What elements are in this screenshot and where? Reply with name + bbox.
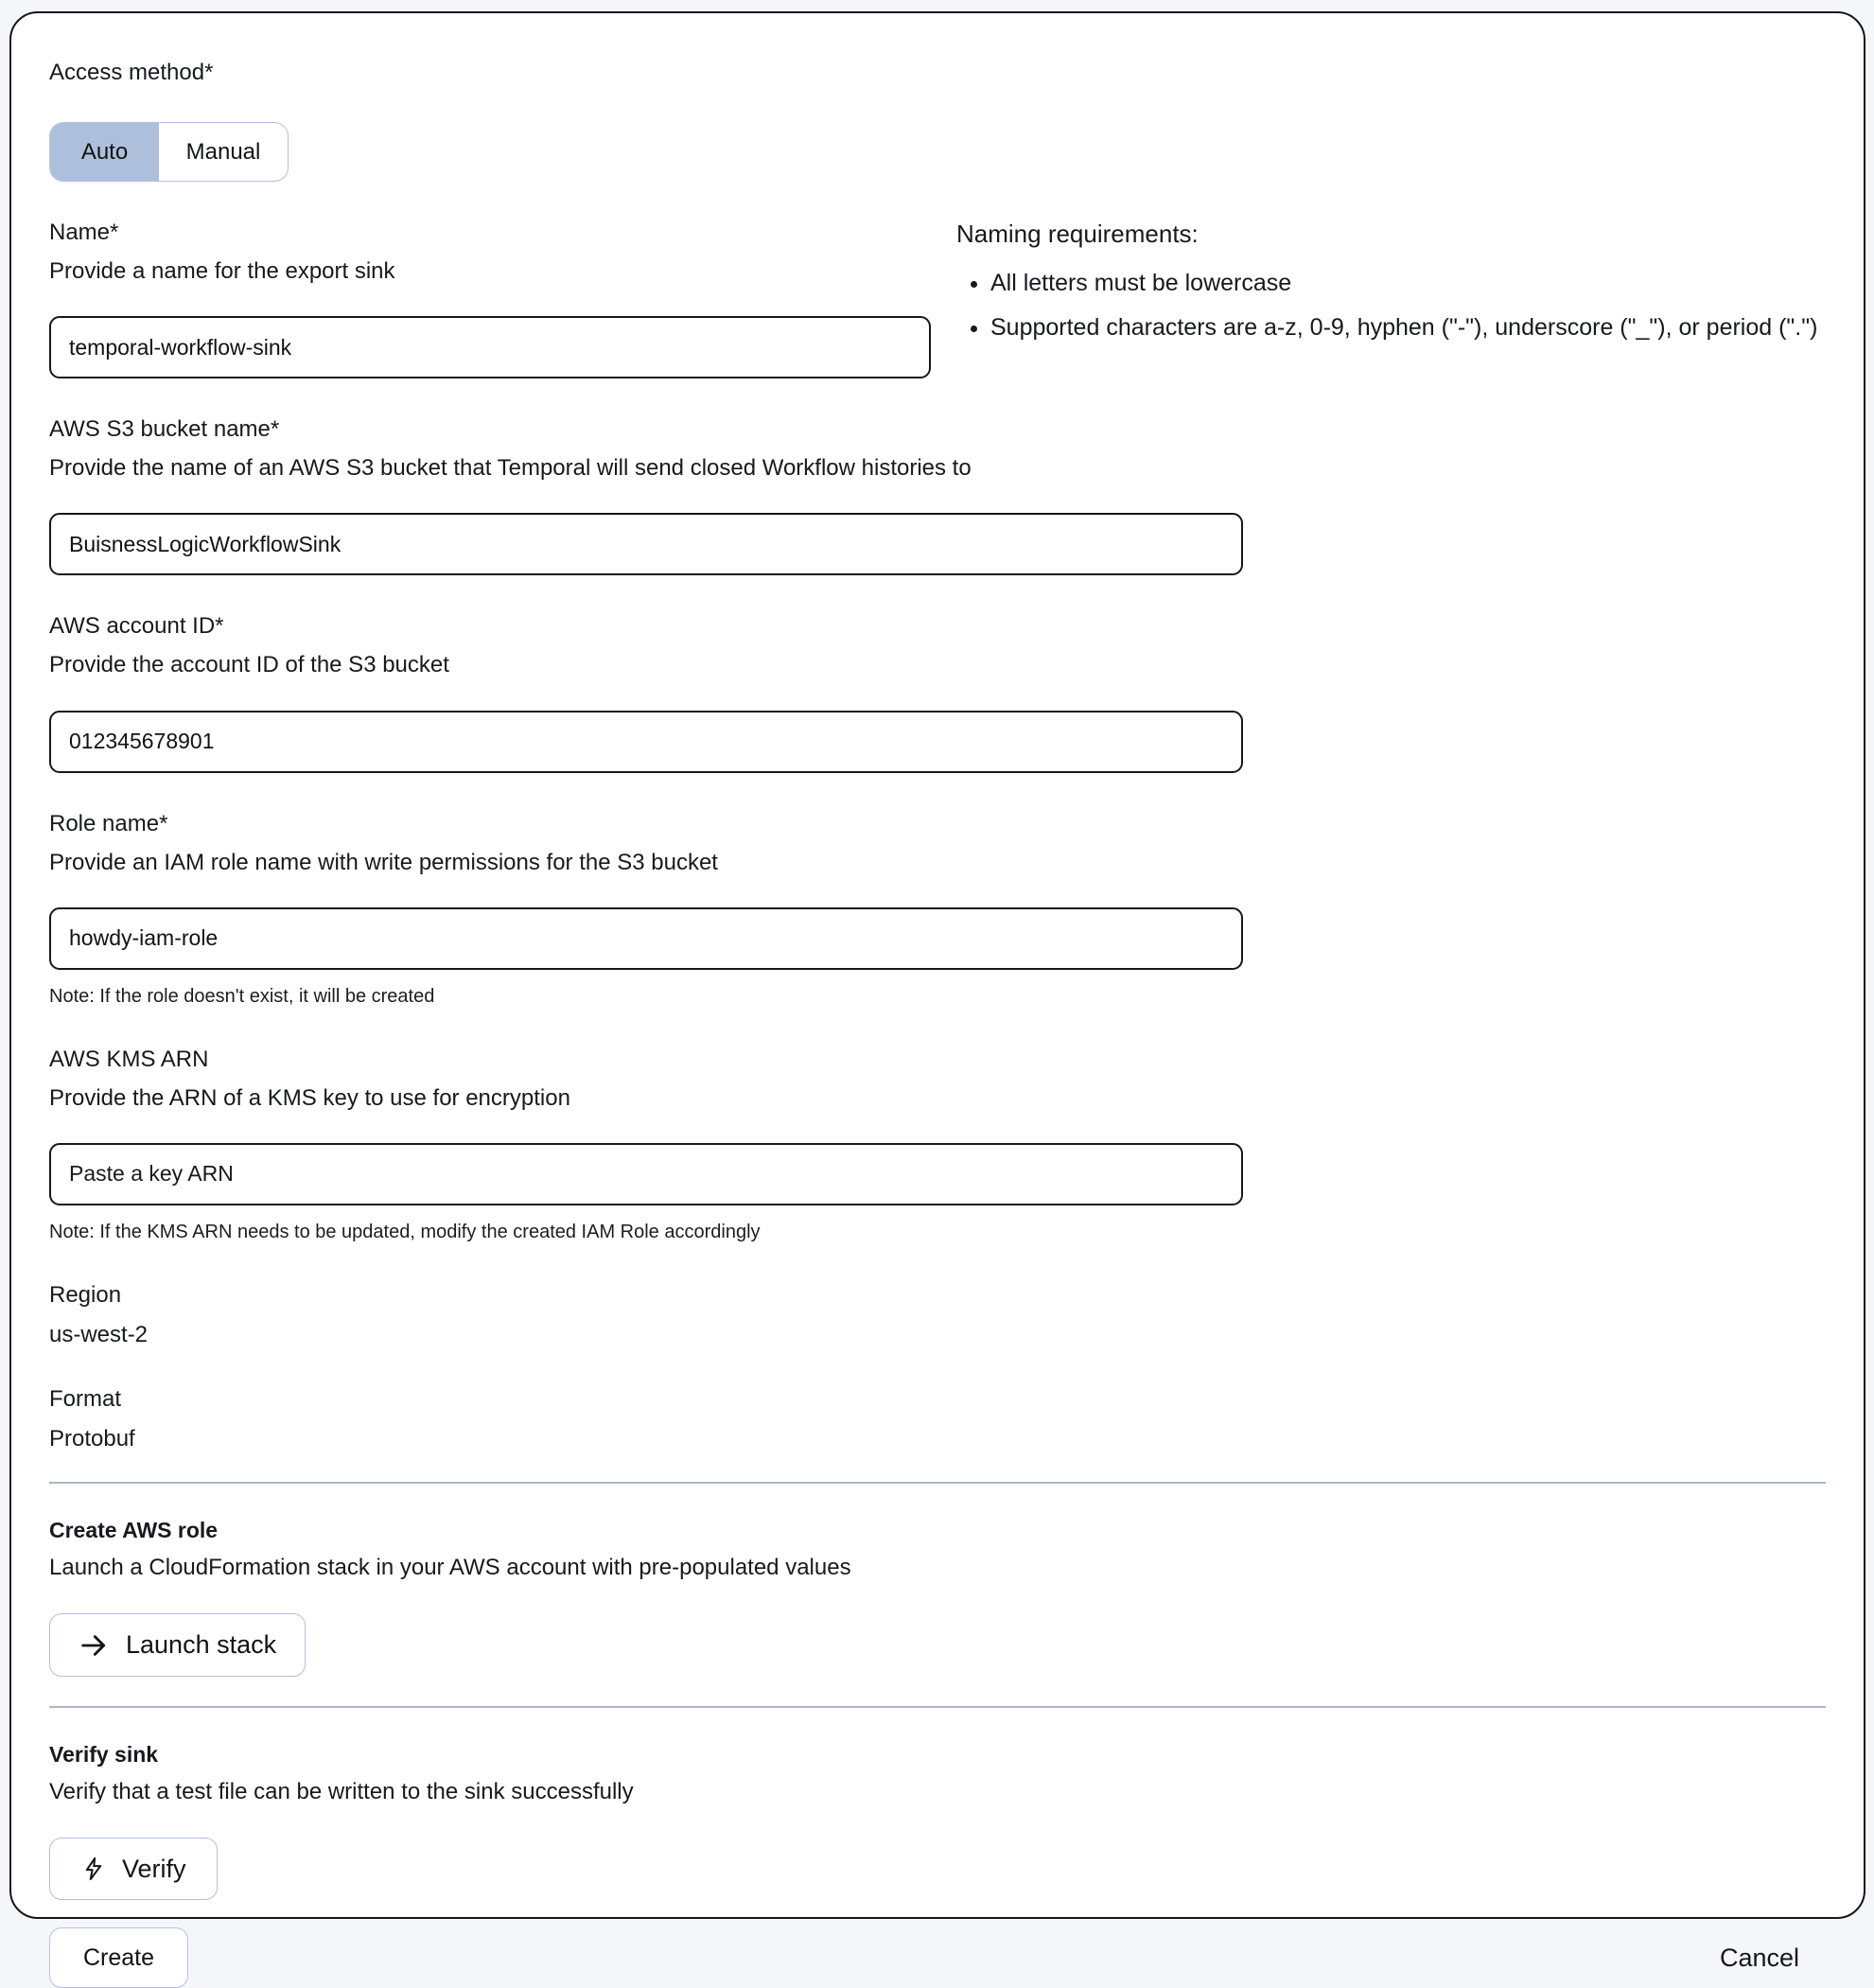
divider bbox=[49, 1706, 1826, 1708]
cancel-button-label: Cancel bbox=[1719, 1943, 1799, 1972]
access-method-option-manual[interactable] bbox=[159, 123, 288, 181]
access-method-option-auto[interactable] bbox=[50, 123, 159, 181]
divider bbox=[49, 1482, 1826, 1484]
naming-requirements-title: Naming requirements: bbox=[956, 220, 1199, 248]
cancel-button[interactable] bbox=[1720, 1944, 1799, 1973]
form-footer bbox=[49, 1927, 1826, 1988]
launch-stack-button[interactable] bbox=[49, 1613, 306, 1677]
export-sink-form-card bbox=[9, 11, 1865, 1972]
verify-button-label: Verify bbox=[122, 1854, 186, 1883]
arrow-right-icon bbox=[79, 1630, 109, 1661]
kms-arn-description: Provide the ARN of a KMS key to use for encryption bbox=[49, 1084, 570, 1111]
verify-button[interactable] bbox=[49, 1838, 218, 1900]
naming-requirement-item: • All letters must be lowercase bbox=[990, 266, 1826, 302]
kms-arn-label: AWS KMS ARN bbox=[49, 1046, 209, 1072]
role-name-input[interactable] bbox=[49, 907, 1243, 970]
create-aws-role-title: Create AWS role bbox=[49, 1517, 219, 1542]
lightning-icon bbox=[80, 1856, 107, 1882]
naming-requirement-item: • Supported characters are a-z, 0-9, hyphen ("-"), underscore ("_"), or period (".") bbox=[990, 310, 1826, 346]
account-id-input[interactable] bbox=[49, 711, 1243, 773]
role-name-label: Role name* bbox=[49, 810, 168, 836]
kms-arn-input[interactable] bbox=[49, 1143, 1243, 1205]
launch-stack-button-label: Launch stack bbox=[126, 1630, 277, 1660]
region-label: Region bbox=[49, 1281, 122, 1308]
naming-requirements bbox=[956, 219, 1826, 356]
verify-sink-description: Verify that a test file can be written to the sink successfully bbox=[49, 1779, 634, 1805]
access-method-toggle bbox=[49, 122, 289, 182]
role-name-description: Provide an IAM role name with write permissions for the S3 bucket bbox=[49, 849, 718, 875]
account-id-description: Provide the account ID of the S3 bucket bbox=[49, 652, 449, 678]
s3-bucket-input[interactable] bbox=[49, 513, 1243, 575]
role-name-note: Note: If the role doesn't exist, it will be created bbox=[49, 985, 435, 1007]
create-aws-role-description: Launch a CloudFormation stack in your AWS account with pre-populated values bbox=[49, 1554, 851, 1580]
account-id-label: AWS account ID* bbox=[49, 613, 224, 640]
name-input[interactable] bbox=[49, 316, 931, 378]
s3-bucket-label: AWS S3 bucket name* bbox=[49, 416, 280, 443]
access-method-option-auto-label: Auto bbox=[80, 138, 129, 165]
format-value: Protobuf bbox=[49, 1425, 135, 1451]
verify-sink-title: Verify sink bbox=[49, 1742, 159, 1768]
s3-bucket-description: Provide the name of an AWS S3 bucket that Temporal will send closed Workflow histories to bbox=[49, 455, 972, 482]
format-label: Format bbox=[49, 1385, 122, 1412]
access-method-option-manual-label: Manual bbox=[185, 138, 261, 165]
region-value: us-west-2 bbox=[49, 1321, 149, 1347]
create-button-label: Create bbox=[83, 1944, 155, 1971]
name-label: Name* bbox=[49, 220, 119, 245]
access-method-label: Access method* bbox=[49, 60, 214, 85]
name-description: Provide a name for the export sink bbox=[49, 258, 395, 284]
naming-requirements-list bbox=[956, 266, 1826, 346]
kms-arn-note: Note: If the KMS ARN needs to be updated, modify the created IAM Role accordingly bbox=[49, 1221, 761, 1242]
create-button[interactable] bbox=[49, 1927, 188, 1988]
